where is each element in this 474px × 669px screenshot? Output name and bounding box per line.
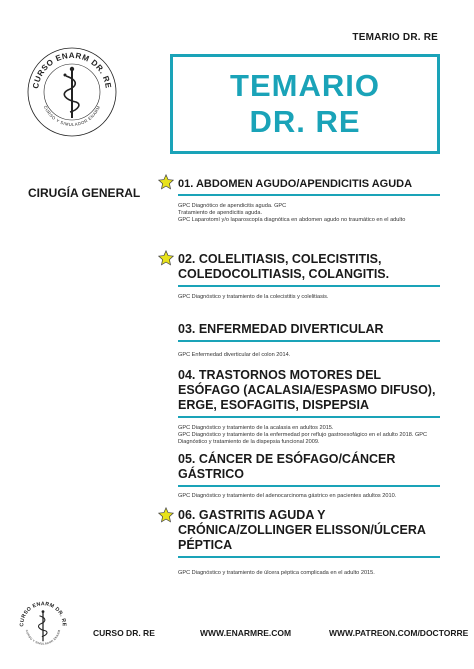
topic-item-04: [178, 368, 440, 446]
topic-ref: GPC Diagnóstico y tratamiento de la colecistitis y colelitiasis.: [178, 294, 329, 300]
footer-right: WWW.PATREON.COM/DOCTORRE: [329, 628, 469, 638]
topic-refs: [178, 352, 440, 359]
topic-ref: Diagnóstico y tratamiento de la dispepsia funcional 2009.: [178, 439, 320, 445]
topic-refs: [178, 294, 440, 301]
topic-ref: GPC Enfermedad diverticular del colon 2014.: [178, 352, 291, 358]
topic-title: 01. ABDOMEN AGUDO/APENDICITIS AGUDA: [178, 177, 440, 196]
topic-item-01: [178, 177, 440, 224]
footer-logo-ring-text: CURSO ENARM DR. RE: [19, 601, 67, 627]
star-icon: [158, 507, 174, 523]
topic-ref: GPC Laparotomí y/o laparoscopía diagnótica en abdomen agudo no traumático en el adulto: [178, 217, 406, 223]
caduceus-icon: [22, 42, 122, 142]
topic-item-05: [178, 452, 440, 500]
topic-title: 03. ENFERMEDAD DIVERTICULAR: [178, 322, 440, 342]
topic-refs: [178, 493, 440, 500]
title-box: [170, 54, 440, 154]
topic-refs: [178, 570, 440, 577]
topic-ref: GPC Diagnóstico y tratamiento de la acalasia en adultos 2015.: [178, 425, 334, 431]
star-icon: [158, 250, 174, 266]
topic-title: 06. GASTRITIS AGUDA Y CRÓNICA/ZOLLINGER ELISSON/ÚLCERA PÉPTICA: [178, 508, 440, 558]
topic-ref: GPC Diagnótico de apendicitis aguda. GPC: [178, 203, 287, 209]
header-title: TEMARIO DR. RE: [352, 32, 438, 43]
footer-logo: [14, 596, 72, 654]
footer-center: WWW.ENARMRE.COM: [200, 628, 292, 638]
logo-ring-text: CURSO ENARM DR. RE: [31, 50, 113, 90]
title-line-1: TEMARIO: [230, 68, 380, 103]
footer-logo-sub-text: CURSO Y SIMULADOR ENARM: [24, 629, 62, 646]
topic-title: 05. CÁNCER DE ESÓFAGO/CÁNCER GÁSTRICO: [178, 452, 440, 487]
topic-refs: [178, 203, 440, 224]
logo: [22, 42, 122, 142]
topic-refs: [178, 425, 440, 446]
logo-sub-text: CURSO Y SIMULADOR ENARM: [42, 104, 102, 128]
topic-item-02: [178, 252, 440, 301]
topic-item-03: [178, 322, 440, 359]
caduceus-icon: [14, 596, 72, 654]
topic-item-06: [178, 508, 440, 577]
star-icon: [158, 174, 174, 190]
topic-ref: GPC Diagnóstico y tratamiento de la enfermedad por reflujo gastroesofágico en el adulto 2018. GPC: [178, 432, 428, 438]
topic-title: 02. COLELITIASIS, COLECISTITIS, COLEDOCOLITIASIS, COLANGITIS.: [178, 252, 440, 287]
topic-ref: GPC Diagnóstico y tratamiento del adenocarcinoma gástrico en pacientes adultos 2010.: [178, 493, 397, 499]
topic-ref: GPC Diagnóstico y tratamiento de úlcera péptica complicada en el adulto 2015.: [178, 570, 375, 576]
section-label: CIRUGÍA GENERAL: [28, 186, 141, 200]
title-line-2: DR. RE: [249, 104, 361, 139]
topic-title: 04. TRASTORNOS MOTORES DEL ESÓFAGO (ACALASIA/ESPASMO DIFUSO), ERGE, ESOFAGITIS, DISPEPSIA: [178, 368, 440, 418]
footer-left: CURSO DR. RE: [93, 628, 155, 638]
topic-ref: Tratamiento de apendicitis aguda.: [178, 210, 263, 216]
